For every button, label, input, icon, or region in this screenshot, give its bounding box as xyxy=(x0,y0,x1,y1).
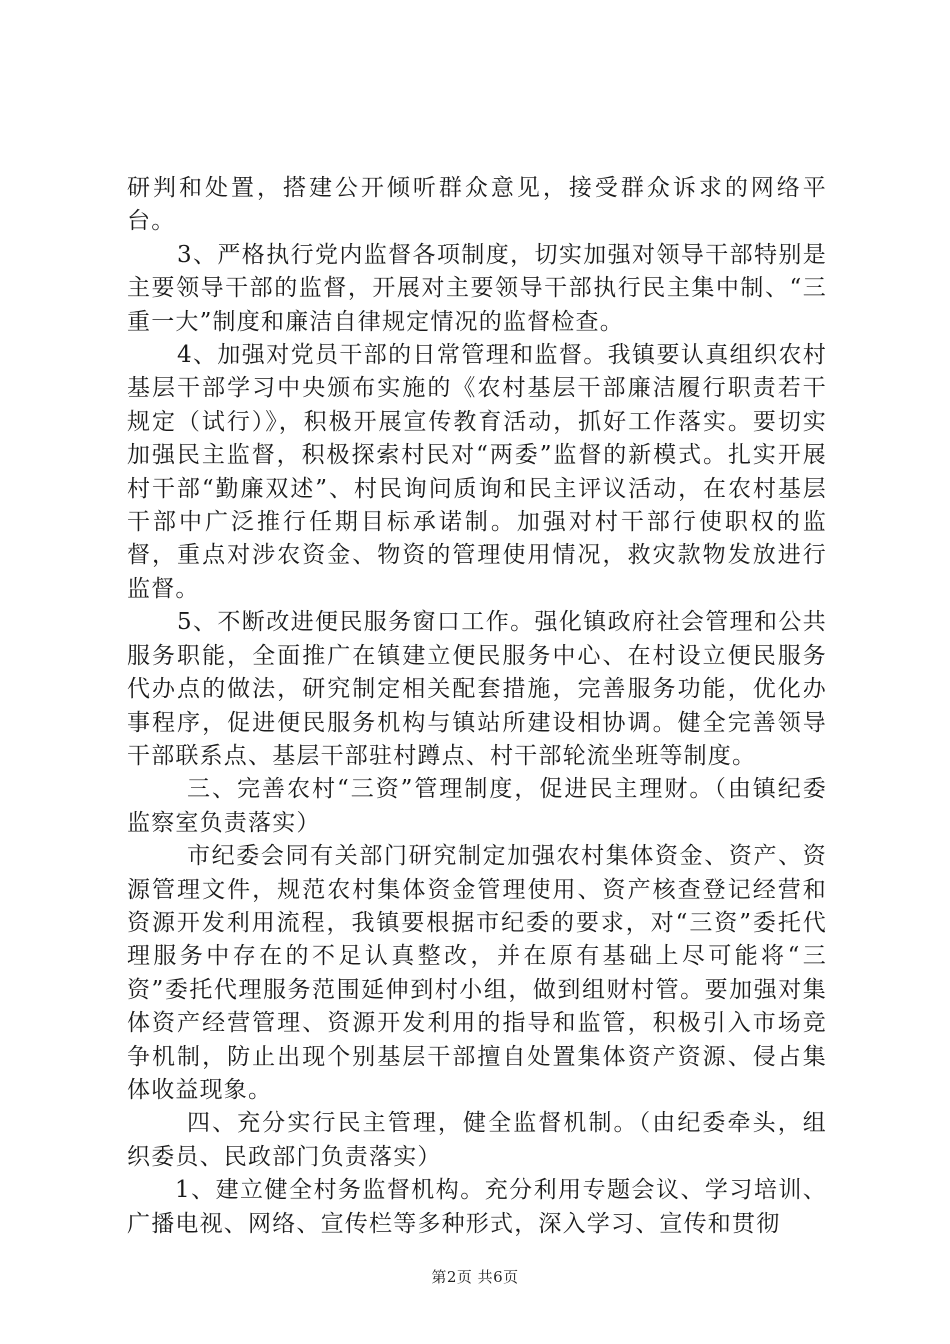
paragraph-item-4: 4、加强对党员干部的日常管理和监督。我镇要认真组织农村基层干部学习中央颁布实施的《农村基层干部廉洁履行职责若干规定（试行）》，积极开展宣传教育活动，抓好工作落实。要切实加强民主监督，积极探索村民对“两委”监督的新模式。扎实开展村干部“勤廉双述”、村民询问质询和民主评议活动，在农村基层干部中广泛推行任期目标承诺制。加强对村干部行使职权的监督，重点对涉农资金、物资的管理使用情况，救灾款物发放进行监督。 xyxy=(127,342,827,602)
section-heading-three: 三、完善农村“三资”管理制度，促进民主理财。（由镇纪委监察室负责落实） xyxy=(127,776,827,836)
page-number-footer: 第2页 共6页 xyxy=(431,1268,519,1286)
paragraph-item-5: 5、不断改进便民服务窗口工作。强化镇政府社会管理和公共服务职能，全面推广在镇建立便民服务中心、在村设立便民服务代办点的做法，研究制定相关配套措施，完善服务功能，优化办事程序，促进便民服务机构与镇站所建设相协调。健全完善领导干部联系点、基层干部驻村蹲点、村干部轮流坐班等制度。 xyxy=(127,609,827,769)
paragraph-three-body: 市纪委会同有关部门研究制定加强农村集体资金、资产、资源管理文件，规范农村集体资金管理使用、资产核查登记经营和资源开发利用流程，我镇要根据市纪委的要求，对“三资”委托代理服务中存在的不足认真整改，并在原有基础上尽可能将“三资”委托代理服务范围延伸到村小组，做到组财村管。要加强对集体资产经营管理、资源开发利用的指导和监管，积极引入市场竞争机制，防止出现个别基层干部擅自处置集体资产资源、侵占集体收益现象。 xyxy=(127,843,827,1103)
paragraph-continuation: 研判和处置，搭建公开倾听群众意见，接受群众诉求的网络平台。 xyxy=(127,175,827,235)
section-heading-four: 四、充分实行民主管理，健全监督机制。（由纪委牵头，组织委员、民政部门负责落实） xyxy=(127,1110,827,1170)
paragraph-item-3: 3、严格执行党内监督各项制度，切实加强对领导干部特别是主要领导干部的监督，开展对主要领导干部执行民主集中制、“三重一大”制度和廉洁自律规定情况的监督检查。 xyxy=(127,241,827,335)
document-body xyxy=(127,172,827,1241)
paragraph-four-item-1: 1、建立健全村务监督机构。充分利用专题会议、学习培训、广播电视、网络、宣传栏等多种形式，深入学习、宣传和贯彻 xyxy=(127,1177,827,1237)
